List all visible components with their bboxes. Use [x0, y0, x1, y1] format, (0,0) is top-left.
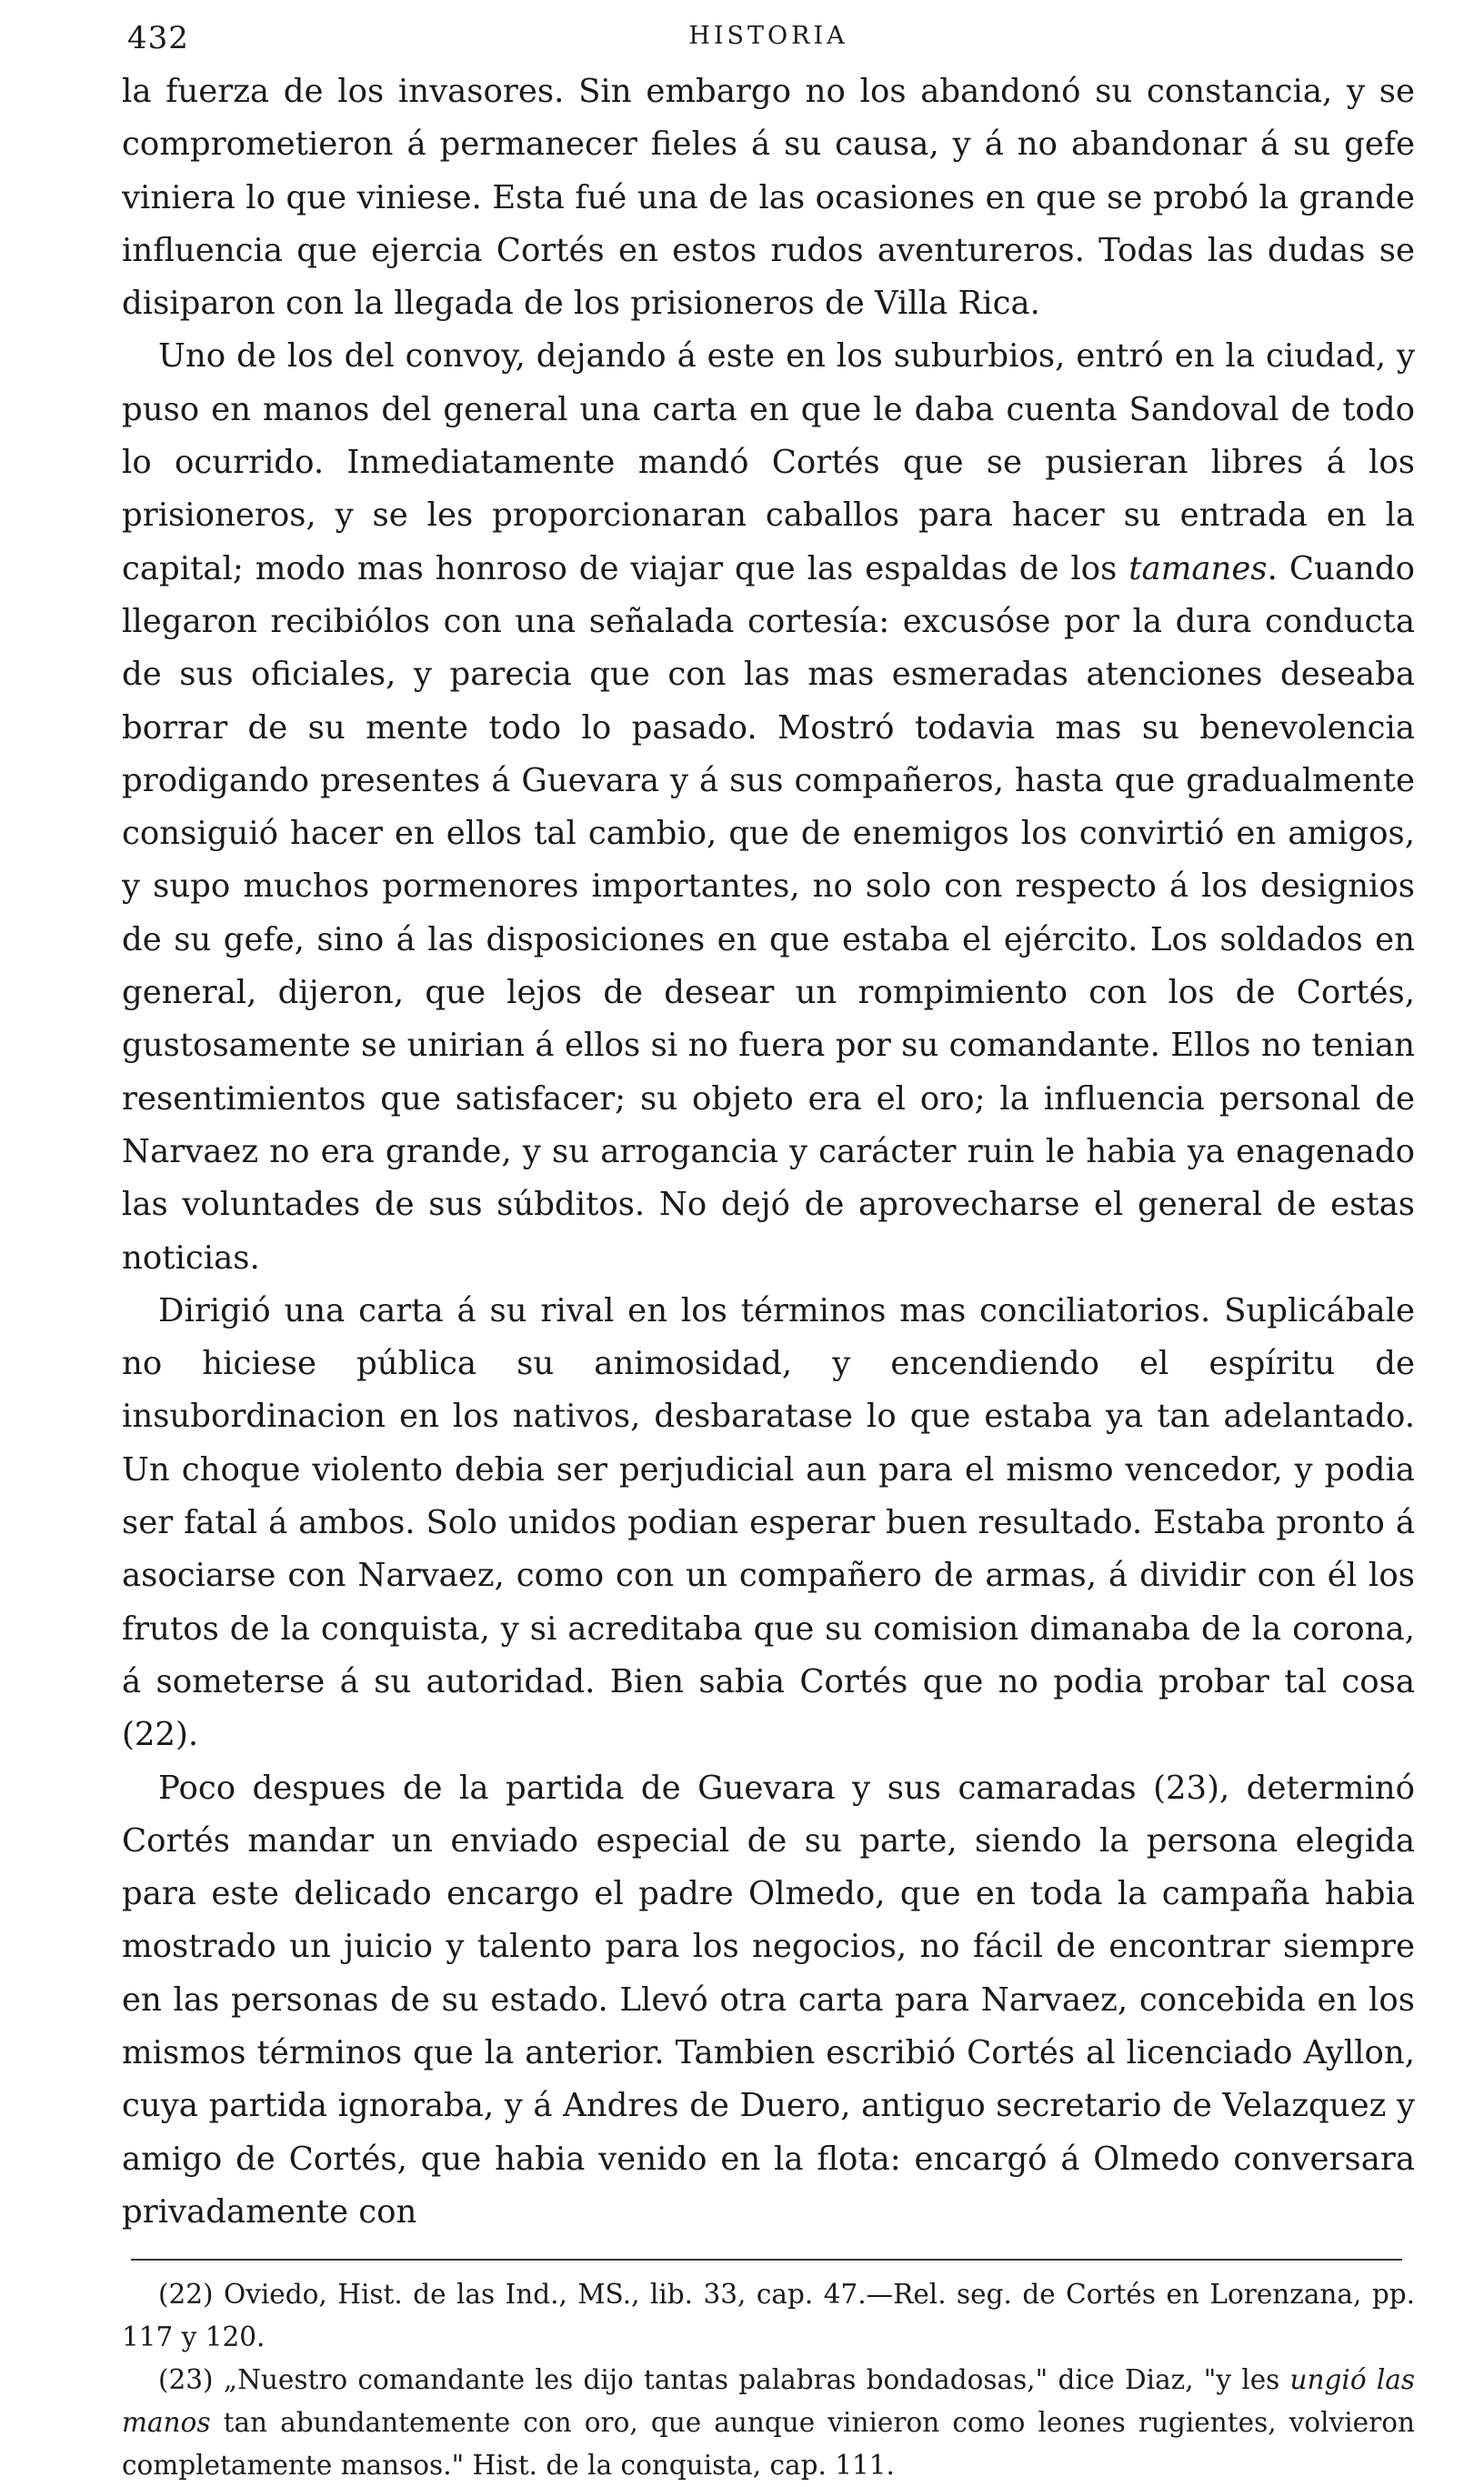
book-page — [122, 20, 1415, 2487]
footnote-23-text-a: (23) „Nuestro comandante les dijo tantas palabras bondadosas," dice Diaz, "y les — [158, 2364, 1290, 2396]
footnote-23-italic: ungió las manos — [122, 2364, 1415, 2439]
running-head — [122, 20, 1415, 65]
paragraph-2-text-a: Uno de los del convoy, dejando á este en los suburbios, entró en la ciudad, y puso en manos del general una carta en que le daba cuenta Sandoval de todo lo ocurrido. Inmediatamente mandó Cortés que se pusieran libres á los prisioneros, y se les proporcionaran caballos para hacer su entrada en la capital; modo mas honroso de viajar que las espaldas de los — [122, 337, 1415, 587]
footnote-22: (22) Oviedo, Hist. de las Ind., MS., lib. 33, cap. 47.—Rel. seg. de Cortés en Lorenzana, pp. 117 y 120. — [122, 2279, 1415, 2353]
footnote-separator — [131, 2259, 1402, 2261]
paragraph-2-text-b: . Cuando llegaron recibiólos con una señalada cortesía: excusóse por la dura conducta de sus oficiales, y parecia que con las mas esmeradas atenciones deseaba borrar de su mente todo lo pasado. Mostró todavia mas su benevolencia prodigando presentes á Guevara y á sus compañeros, hasta que gradualmente consiguió hacer en ellos tal cambio, que de enemigos los convirtió en amigos, y supo muchos pormenores importantes, no solo con respecto á los designios de su gefe, sino á las disposiciones en que estaba el ejército. Los soldados en general, dijeron, que lejos de desear un rompimiento con los de Cortés, gustosamente se unirian á ellos si no fuera por su comandante. Ellos no tenian resentimientos que satisfacer; su objeto era el oro; la influencia personal de Narvaez no era grande, y su arrogancia y carácter ruin le habia ya enagenado las voluntades de sus súbditos. No dejó de aprovecharse el general de estas noticias. — [122, 549, 1415, 1277]
paragraph-2 — [122, 330, 1415, 1284]
paragraph-4: Poco despues de la partida de Guevara y sus camaradas (23), determinó Cortés mandar un enviado especial de su parte, siendo la persona elegida para este delicado encargo el padre Olmedo, que en toda la campaña habia mostrado un juicio y talento para los negocios, no fácil de encontrar siempre en las personas de su estado. Llevó otra carta para Narvaez, concebida en los mismos términos que la anterior. Tambien escribió Cortés al licenciado Ayllon, cuya partida ignoraba, y á Andres de Duero, antiguo secretario de Velazquez y amigo de Cortés, que habia venido en la flota: encargó á Olmedo conversara privadamente con — [122, 1769, 1415, 2231]
paragraph-3: Dirigió una carta á su rival en los términos mas conciliatorios. Suplicábale no hiciese pública su animosidad, y encendiendo el espíritu de insubordinacion en los nativos, desbaratase lo que estaba ya tan adelantado. Un choque violento debia ser perjudicial aun para el mismo vencedor, y podia ser fatal á ambos. Solo unidos podian esperar buen resultado. Estaba pronto á asociarse con Narvaez, como con un compañero de armas, á dividir con él los frutos de la conquista, y si acreditaba que su comision dimanaba de la corona, á someterse á su autoridad. Bien sabia Cortés que no podia probar tal cosa (22). — [122, 1291, 1415, 1754]
paragraph-1: la fuerza de los invasores. Sin embargo no los abandonó su constancia, y se comprometieron á permanecer fieles á su causa, y á no abandonar á su gefe viniera lo que viniese. Esta fué una de las ocasiones en que se probó la grande influencia que ejercia Cortés en estos rudos aventureros. Todas las dudas se disiparon con la llegada de los prisioneros de Villa Rica. — [122, 73, 1415, 323]
footnote-23-text-b: tan abundantemente con oro, que aunque vinieron como leones rugientes, volvieron completamente mansos." Hist. de la conquista, cap. 111. — [122, 2407, 1415, 2482]
page-number: 432 — [127, 20, 189, 56]
footnotes — [122, 2273, 1415, 2487]
running-title: HISTORIA — [688, 22, 848, 50]
paragraph-2-italic-term: tamanes — [1128, 549, 1268, 587]
body-text — [122, 65, 1415, 2239]
footnote-23 — [122, 2359, 1415, 2487]
